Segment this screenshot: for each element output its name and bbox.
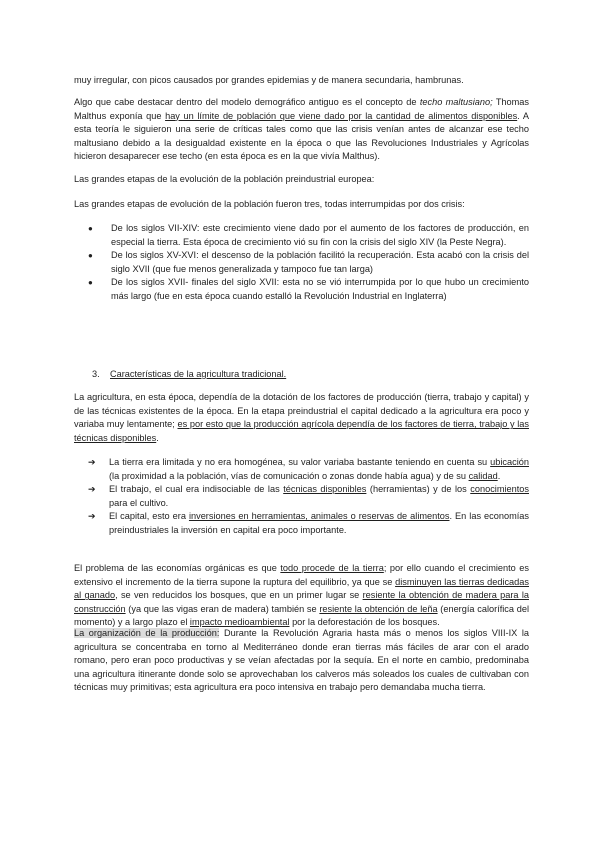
problema-text: por la deforestación de los bosques. [289,617,440,628]
techo-text-3: . A esta teoría le siguieron una serie de críticas tales como que las crisis venían antes de alcanzar ese techo maltusiano debido a la desigualdad existente en la época o que las Revoluciones Industriales y Agrícolas hicieron desaparecer ese techo (en esta época es en la que vivía Malthus). [74,110,529,162]
etapas-list [74,222,529,304]
factores-list [74,456,529,538]
factor-text: El capital, esto era [109,511,189,522]
problema-underlined: resiente la obtención de madera para la construcción [74,590,529,614]
agri-text-1: La agricultura, en esta época, dependía de la dotación de los factores de producción (tierra, trabajo y capital) y de las técnicas existentes de la época. En la etapa preindustrial el capital dedicado a la agricultura era poco y variaba muy lentamente; [74,392,529,430]
techo-term: techo maltusiano; [419,97,493,107]
factor-underlined: ubicación [490,457,529,467]
agri-underlined: es por esto que la producción agrícola dependía de los factores de tierra, trabajo y las técnicas disponibles [74,419,529,443]
factor-underlined: conocimientos [470,484,529,495]
factor-text: . [497,470,501,481]
factor-text: La tierra era limitada y no era homogénea, su valor variaba bastante teniendo en cuenta su [109,457,491,467]
problema-underlined: impacto medioambiental [189,617,290,628]
problema-paragraph [74,562,529,630]
problema-underlined: todo procede de la tierra [280,563,384,573]
problema-text: El problema de las economías orgánicas es que [74,563,281,573]
factor-item [74,510,529,537]
problema-underlined: resiente la obtención de leña [319,603,438,614]
etapas-heading: Las grandes etapas de la evolución de la población preindustrial europea: [74,174,375,184]
intro-line: muy irregular, con picos causados por grandes epidemias y de manera secundaria, hambrunas. [74,75,464,85]
techo-maltusiano-paragraph [74,96,529,164]
arrow-icon: ➔ [88,511,96,522]
problema-text: (ya que las vigas eran de madera) también se [125,603,320,614]
etapa-item: ● De los siglos VII-XIV: este crecimiento viene dado por el aumento de los factores de producción, en especial la tierra. Esta época de crecimiento vió su fin con la crisis del siglo XIV (la Peste Negra). [74,222,529,249]
factor-text: . En las economías preindustriales la inversión en capital era poco importante. [109,511,529,535]
section-number: 3. [92,369,100,379]
factor-text: para el cultivo. [109,497,169,508]
etapas-intro: Las grandes etapas de evolución de la población fueron tres, todas interrumpidas por dos crisis: [74,199,465,209]
organizacion-text: Durante la Revolución Agraria hasta más o menos los siglos VIII-IX la agricultura se concentraba en torno al Mediterráneo donde eran tierras más fáciles de arar con el arado romano, pero eran poco productivas y se veían afectadas por la sequía. En el norte en cambio, predominaba una agricultura itinerante donde solo se aprovechaban los calveros más soleados los cuales de cultivaban con técnicas muy primitivas; esta agricultura era poco intensiva en trabajo pero demandaba mucha tierra. [74,628,529,693]
factor-text: (la proximidad a la población, vías de comunicación o zonas donde había agua) y de su [109,470,469,481]
problema-text: ; por ello cuando el crecimiento es extensivo el incremento de la tierra supone la ruptura del equilibrio, ya que se [74,563,529,587]
techo-text-1: Algo que cabe destacar dentro del modelo demográfico antiguo es el concepto de [74,97,420,107]
section-title: Características de la agricultura tradicional. [110,369,287,379]
factor-text: (herramientas) y de los [366,484,471,495]
factor-item [74,483,529,510]
problema-underlined: disminuyen las tierras dedicadas al ganado [74,576,529,601]
factor-underlined: inversiones en herramientas, animales o reservas de alimentos [188,511,450,522]
agri-text-2: . [156,432,159,443]
agricultura-paragraph [74,391,529,445]
factor-item [74,456,529,483]
problema-text: (energía calorífica del momento) y a largo plazo el [74,603,529,628]
organizacion-paragraph [74,627,529,695]
arrow-icon: ➔ [88,484,96,495]
arrow-icon: ➔ [88,457,96,467]
problema-text: , se ven reducidos los bosques, que en un primer lugar se [115,590,363,601]
factor-text: El trabajo, el cual era indisociable de las [109,484,284,495]
etapa-item: ● De los siglos XV-XVI: el descenso de la población facilitó la recuperación. Esta acabó con la crisis del siglo XVII (que fue menos generalizada y tampoco fue tan larga) [74,249,529,276]
organizacion-label: La organización de la producción: [74,628,220,638]
etapa-item: ● De los siglos XVII- finales del siglo XVII: esta no se vió interrumpida por lo que hubo un crecimiento más largo (fue en esta época cuando estalló la Revolución Industrial en Inglaterra) [74,276,529,303]
techo-text-2: Thomas Malthus exponía que [74,97,530,121]
factor-underlined: calidad [468,470,498,481]
factor-underlined: técnicas disponibles [283,484,367,495]
techo-underlined: hay un límite de población que viene dado por la cantidad de alimentos disponibles [165,110,518,121]
